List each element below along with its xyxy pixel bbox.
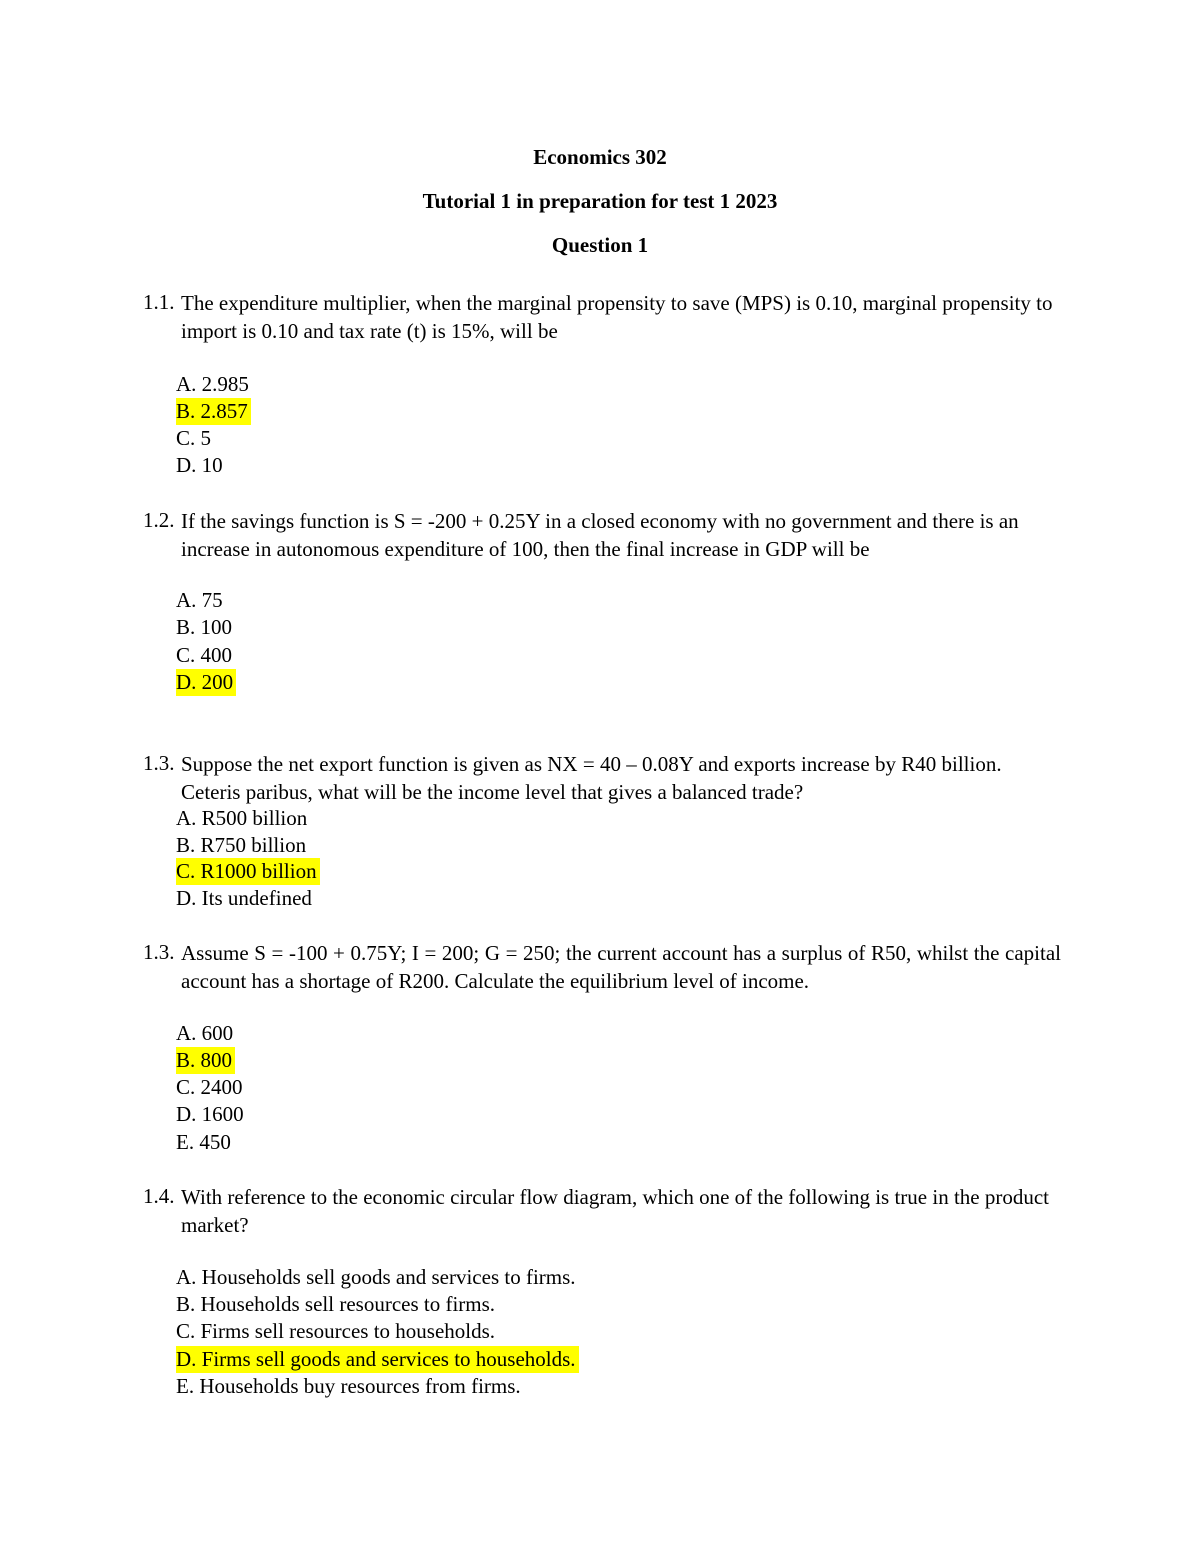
- answer-option: E. 450: [176, 1130, 231, 1154]
- answer-option-highlighted: C. R1000 billion: [176, 858, 320, 885]
- question-number: 1.4.: [143, 1184, 175, 1208]
- answer-option: C. 400: [176, 643, 233, 667]
- question-text: If the savings function is S = -200 + 0.25Y in a closed economy with no government and there is an increase in autonomous expenditure of 100, then the final increase in GDP will be: [181, 509, 1019, 561]
- question-text: Suppose the net export function is given as NX = 40 – 0.08Y and exports increase by R40 billion. Ceteris paribus, what will be the income level that gives a balanced trade?: [181, 752, 1002, 804]
- answer-option: C. 5: [176, 426, 212, 450]
- answer-option-highlighted: D. 200: [176, 669, 236, 696]
- question-number: 1.2.: [143, 508, 175, 532]
- answer-option: B. Households sell resources to firms.: [176, 1292, 496, 1316]
- answer-option: B. 100: [176, 615, 233, 639]
- section-heading: Question 1: [551, 233, 649, 257]
- answer-option: A. 2.985: [176, 372, 249, 396]
- question-text: The expenditure multiplier, when the marginal propensity to save (MPS) is 0.10, marginal propensity to import is 0.10 and tax rate (t) is 15%, will be: [181, 291, 1053, 343]
- answer-option-highlighted: B. 800: [176, 1047, 235, 1074]
- answer-option: C. Firms sell resources to households.: [176, 1319, 496, 1343]
- course-title: Economics 302: [533, 145, 667, 169]
- question-number: 1.1.: [143, 290, 175, 314]
- question-number: 1.3.: [143, 940, 175, 964]
- question-text: With reference to the economic circular flow diagram, which one of the following is true in the product market?: [181, 1185, 1050, 1237]
- answer-option: A. R500 billion: [176, 806, 308, 830]
- tutorial-subtitle: Tutorial 1 in preparation for test 1 2023: [422, 189, 778, 213]
- answer-option-highlighted: D. Firms sell goods and services to households.: [176, 1346, 579, 1373]
- answer-option: D. 10: [176, 453, 223, 477]
- answer-option-highlighted: B. 2.857: [176, 398, 251, 425]
- answer-option: A. 75: [176, 588, 223, 612]
- answer-option: E. Households buy resources from firms.: [176, 1374, 521, 1398]
- answer-option: D. Its undefined: [176, 886, 312, 910]
- answer-option: A. 600: [176, 1021, 234, 1045]
- answer-option: C. 2400: [176, 1075, 243, 1099]
- answer-option: A. Households sell goods and services to firms.: [176, 1265, 576, 1289]
- question-number: 1.3.: [143, 751, 175, 775]
- answer-option: B. R750 billion: [176, 833, 307, 857]
- question-text: Assume S = -100 + 0.75Y; I = 200; G = 250; the current account has a surplus of R50, whilst the capital account has a shortage of R200. Calculate the equilibrium level of income.: [181, 941, 1061, 993]
- answer-option: D. 1600: [176, 1102, 244, 1126]
